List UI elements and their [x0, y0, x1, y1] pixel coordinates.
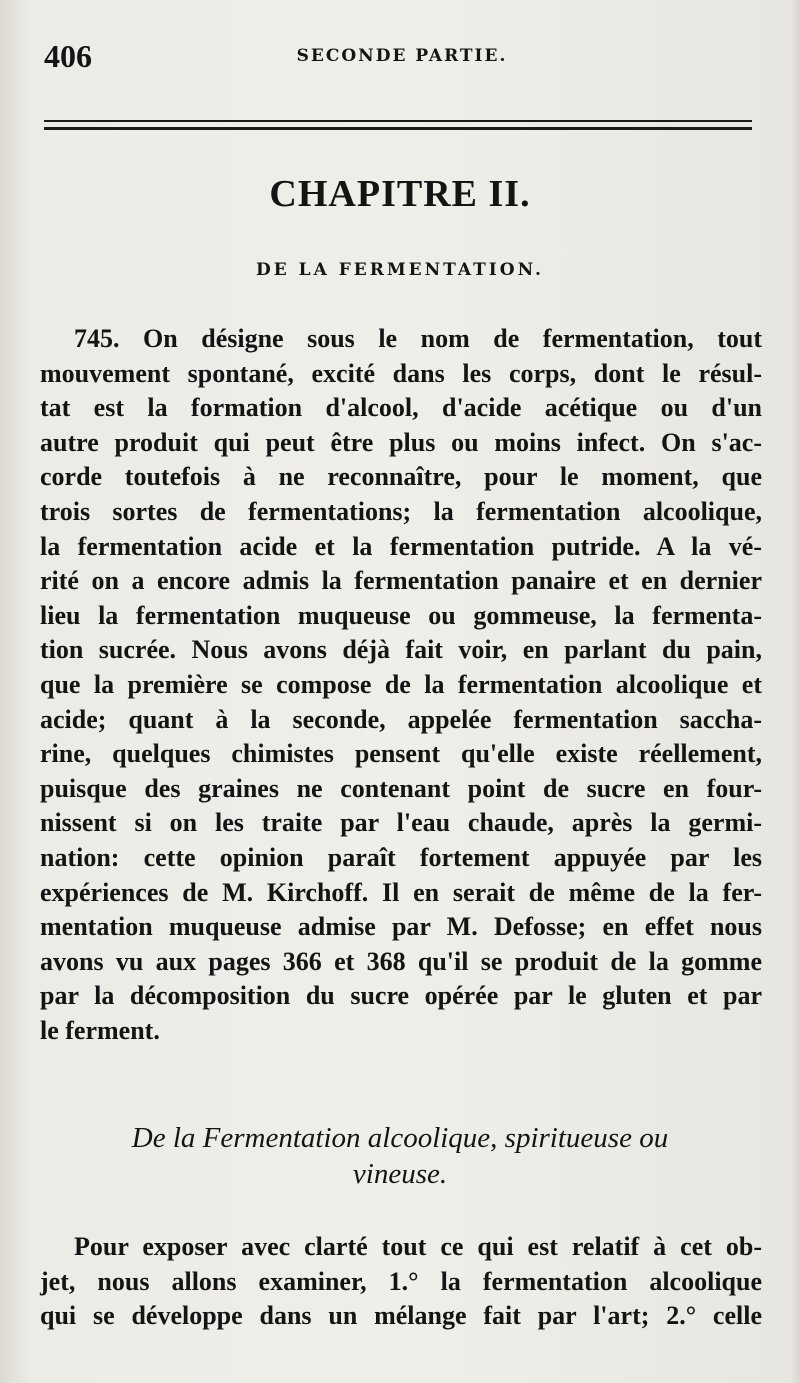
- paragraph-2: [40, 1230, 762, 1334]
- text-line: jet, nous allons examiner, 1.° la fermentation alcoolique: [40, 1266, 762, 1296]
- running-head: SECONDE PARTIE.: [296, 46, 508, 66]
- text-line: autre produit qui peut être plus ou moins infect. On s'ac-: [40, 427, 762, 457]
- header-rule-thick: [44, 127, 752, 130]
- chapter-subtitle: DE LA FERMENTATION.: [256, 260, 544, 280]
- section-heading-line: vineuse.: [352, 1158, 448, 1190]
- text-line: Pour exposer avec clarté tout ce qui est relatif à cet ob-: [74, 1232, 762, 1261]
- text-line: la fermentation acide et la fermentation putride. A la vé-: [40, 531, 762, 561]
- text-line: qui se développe dans un mélange fait par l'art; 2.° celle: [40, 1301, 762, 1331]
- text-line: nissent si on les traite par l'eau chaude, après la germi-: [40, 808, 762, 838]
- text-line: rité on a encore admis la fermentation panaire et en dernier: [40, 566, 762, 596]
- text-line: corde toutefois à ne reconnaître, pour le moment, que: [40, 462, 762, 492]
- text-line: rine, quelques chimistes pensent qu'elle existe réellement,: [40, 739, 762, 769]
- text-line: mentation muqueuse admise par M. Defosse; en effet nous: [40, 912, 762, 942]
- text-line: tat est la formation d'alcool, d'acide acétique ou d'un: [40, 393, 762, 423]
- page-number: 406: [44, 38, 92, 74]
- text-line: tion sucrée. Nous avons déjà fait voir, en parlant du pain,: [40, 635, 762, 665]
- page-header: [44, 38, 760, 78]
- text-line: lieu la fermentation muqueuse ou gommeuse, la fermenta-: [40, 600, 762, 630]
- text-line: par la décomposition du sucre opérée par le gluten et par: [40, 981, 762, 1011]
- text-line: expériences de M. Kirchoff. Il en serait de même de la fer-: [40, 877, 762, 907]
- text-line: le ferment.: [40, 1015, 160, 1045]
- text-line: avons vu aux pages 366 et 368 qu'il se produit de la gomme: [40, 946, 762, 976]
- section-heading: [0, 1120, 800, 1192]
- text-line: que la première se compose de la fermentation alcoolique et: [40, 669, 762, 699]
- text-line: mouvement spontané, excité dans les corps, dont le résul-: [40, 358, 762, 388]
- header-rule-thin: [44, 120, 752, 122]
- chapter-title: CHAPITRE II.: [269, 173, 531, 215]
- text-line: nation: cette opinion paraît fortement appuyée par les: [40, 842, 762, 872]
- section-heading-line: De la Fermentation alcoolique, spiritueuse ou: [131, 1122, 669, 1154]
- text-line: 745. On désigne sous le nom de fermentation, tout: [74, 324, 762, 353]
- text-line: puisque des graines ne contenant point de sucre en four-: [40, 773, 762, 803]
- text-line: acide; quant à la seconde, appelée fermentation saccha-: [40, 704, 762, 734]
- paragraph-745: [40, 322, 762, 1048]
- text-line: trois sortes de fermentations; la fermentation alcoolique,: [40, 496, 762, 526]
